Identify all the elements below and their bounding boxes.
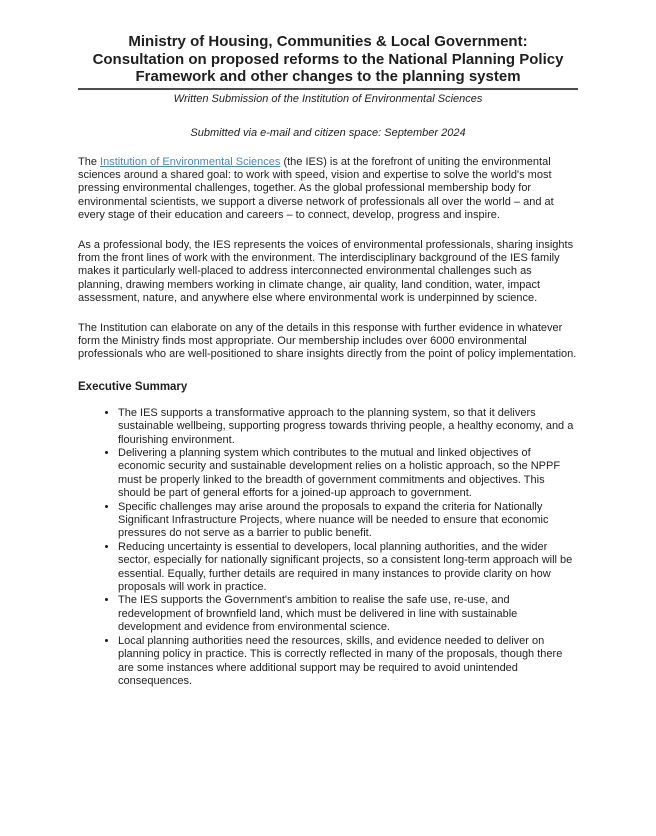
document-title-line-3: Framework and other changes to the planning system — [135, 68, 521, 85]
document-title-line-1: Ministry of Housing, Communities & Local Government: — [128, 33, 528, 50]
document-subtitle: Written Submission of the Institution of Environmental Sciences — [173, 92, 483, 105]
ies-website-link[interactable]: Institution of Environmental Sciences — [100, 155, 281, 168]
paragraph-elaborate: The Institution can elaborate on any of the details in this response with further evidence in whatever form the Ministry finds most appropriate. Our membership includes over 6000 environmental professionals who are well-positioned to share insights directly from the point of policy implementation. — [78, 321, 577, 361]
paragraph-intro-after-link: (the IES) is at the forefront of uniting the environmental sciences around a shared goal: to work with speed, vision and expertise to solve the world's most pressing environmental challenges, together. As the global professional membership body for environmental scientists, we support a diverse network of professionals all over the world – and at every stage of their education and careers – to connect, develop, progress and inspire. — [78, 155, 554, 222]
document-title — [78, 33, 578, 90]
paragraph-intro-before-link: The — [78, 155, 101, 168]
list-item: • Delivering a planning system which contributes to the mutual and linked objectives of economic security and sustainable development relies on a holistic approach, so the NPPF must be properly linked to the breadth of government commitments and objectives. This should be part of general efforts for a joined-up approach to government. — [118, 447, 578, 501]
executive-summary-heading: Executive Summary — [78, 380, 188, 393]
list-item: • Specific challenges may arise around the proposals to expand the criteria for Nationally Significant Infrastructure Projects, where nuance will be needed to ensure that economic pressures do not serve as a barrier to public benefit. — [118, 501, 578, 541]
document-title-line-2: Consultation on proposed reforms to the National Planning Policy — [92, 50, 564, 68]
list-item: • Reducing uncertainty is essential to developers, local planning authorities, and the wider sector, especially for nationally significant projects, so a consistent long-term approach will be essential. Equally, further details are required in many instances to provide clarity on how proposals will work in practice. — [118, 541, 578, 595]
document-content — [78, 33, 578, 688]
submission-method-line: Submitted via e-mail and citizen space: September 2024 — [190, 126, 466, 139]
paragraph-professional-body: As a professional body, the IES represents the voices of environmental professionals, sharing insights from the front lines of work with the environment. The interdisciplinary background of the IES family makes it particularly well-placed to address interconnected environmental challenges such as planning, drawing members working in climate change, air quality, land condition, water, impact assessment, nature, and anywhere else where environmental work is underpinned by science. — [78, 238, 574, 305]
list-item: • Local planning authorities need the resources, skills, and evidence needed to deliver on planning policy in practice. This is correctly reflected in many of the proposals, though there are some instances where additional support may be required to avoid unintended consequences. — [118, 635, 578, 689]
paragraph-intro — [78, 156, 578, 223]
executive-summary-list — [78, 407, 578, 689]
list-item: • The IES supports a transformative approach to the planning system, so that it delivers sustainable wellbeing, supporting progress towards thriving people, a healthy economy, and a flourishing environment. — [118, 407, 578, 447]
list-item: • The IES supports the Government's ambition to realise the safe use, re-use, and redevelopment of brownfield land, which must be delivered in line with sustainable development and evidence from environmental science. — [118, 594, 578, 634]
